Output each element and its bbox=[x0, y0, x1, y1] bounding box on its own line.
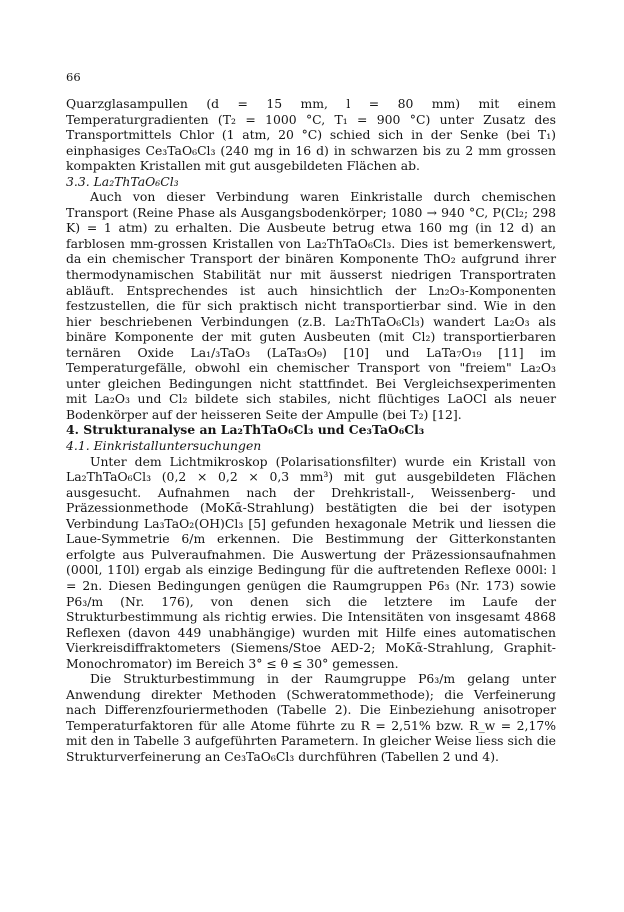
subheading-3-3: 3.3. La₂ThTaO₆Cl₃ bbox=[66, 173, 179, 189]
section-heading-4: 4. Strukturanalyse an La₂ThTaO₆Cl₃ und Ce₃TaO₆Cl₃ bbox=[66, 422, 425, 438]
page-number: 66 bbox=[66, 70, 81, 84]
paragraph-4: Die Strukturbestimmung in der Raumgruppe P6₃/m gelang unter Anwendung direkter Methoden (Schweratommethode); die Verfeinerung nach Differenzfouriermethoden (Tabelle 2). Die Einbeziehung anisotroper Temperaturfaktoren für alle Atome führte zu R = 2,51% bzw. R_w = 2,17% mit den in Tabelle 3 aufgeführten Parametern. In gleicher Weise liess sich die Strukturverfeinerung an Ce₃TaO₆Cl₃ durchführen (Tabellen 2 und 4). bbox=[66, 671, 556, 764]
paragraph-3: Unter dem Lichtmikroskop (Polarisationsfilter) wurde ein Kristall von La₂ThTaO₆Cl₃ (0,2 × 0,2 × 0,3 mm³) mit gut ausgebildeten Flächen ausgesucht. Aufnahmen nach der Drehkristall-, Weissenberg- und Präzessionmethode (MoKᾱ-Strahlung) bestätigten die bei der isotypen Verbindung La₃TaO₂(OH)Cl₃ [5] gefunden hexagonale Metrik und liessen die Laue-Symmetrie 6/m erkennen. Die Bestimmung der Gitterkonstanten erfolgte aus Pulveraufnahmen. Die Auswertung der Präzessionsaufnahmen (000l, 11̄0l) ergab als einzige Bedingung für die auftretenden Reflexe 000l: l = 2n. Diesen Bedingungen genügen die Raumgruppen P6₃ (Nr. 173) sowie P6₃/m (Nr. 176), von denen sich die letztere im Laufe der Strukturbestimmung als richtig erwies. Die Intensitäten von insgesamt 4868 Reflexen (davon 449 unabhängige) wurden mit Hilfe eines automatischen Vierkreisdiffraktometers (Siemens/Stoe AED-2; MoKᾱ-Strahlung, Graphit-Monochromator) im Bereich 3° ≤ θ ≤ 30° gemessen. bbox=[66, 453, 556, 671]
body-text bbox=[66, 96, 556, 765]
paragraph-2: Auch von dieser Verbindung waren Einkristalle durch chemischen Transport (Reine Phase als Ausgangsbodenkörper; 1080 → 940 °C, P(Cl₂; 298 K) = 1 atm) zu erhalten. Die Ausbeute betrug etwa 160 mg (in 12 d) an farblosen mm-grossen Kristallen von La₂ThTaO₆Cl₃. Dies ist bemerkenswert, da ein chemischer Transport der binären Komponente ThO₂ aufgrund ihrer thermodynamischen Stabilität nur mit äusserst niedrigen Transportraten abläuft. Entsprechendes ist auch hinsichtlich der Ln₂O₃-Komponenten festzustellen, die für sich praktisch nicht transportierbar sind. Wie in den hier beschriebenen Verbindungen (z.B. La₂ThTaO₆Cl₃) wandert La₂O₃ als binäre Komponente der mit guten Ausbeuten (mit Cl₂) transportierbaren ternären Oxide La₁/₃TaO₃ (LaTa₃O₉) [10] und LaTa₇O₁₉ [11] im Temperaturgefälle, obwohl ein chemischer Transport von "freiem" La₂O₃ unter gleichen Bedingungen nicht stattfindet. Bei Vergleichsexperimenten mit La₂O₃ und Cl₂ bildete sich stabiles, nicht flüchtiges LaOCl als neuer Bodenkörper auf der heisseren Seite der Ampulle (bei T₂) [12]. bbox=[66, 189, 556, 422]
paragraph-1: Quarzglasampullen (d = 15 mm, l = 80 mm) mit einem Temperaturgradienten (T₂ = 1000 °C, T₁ = 900 °C) unter Zusatz des Transportmittels Chlor (1 atm, 20 °C) schied sich in der Senke (bei T₁) einphasiges Ce₃TaO₆Cl₃ (240 mg in 16 d) in schwarzen bis zu 2 mm grossen kompakten Kristallen mit gut ausgebildeten Flächen ab. bbox=[66, 96, 556, 174]
subheading-4-1: 4.1. Einkristalluntersuchungen bbox=[66, 438, 262, 454]
